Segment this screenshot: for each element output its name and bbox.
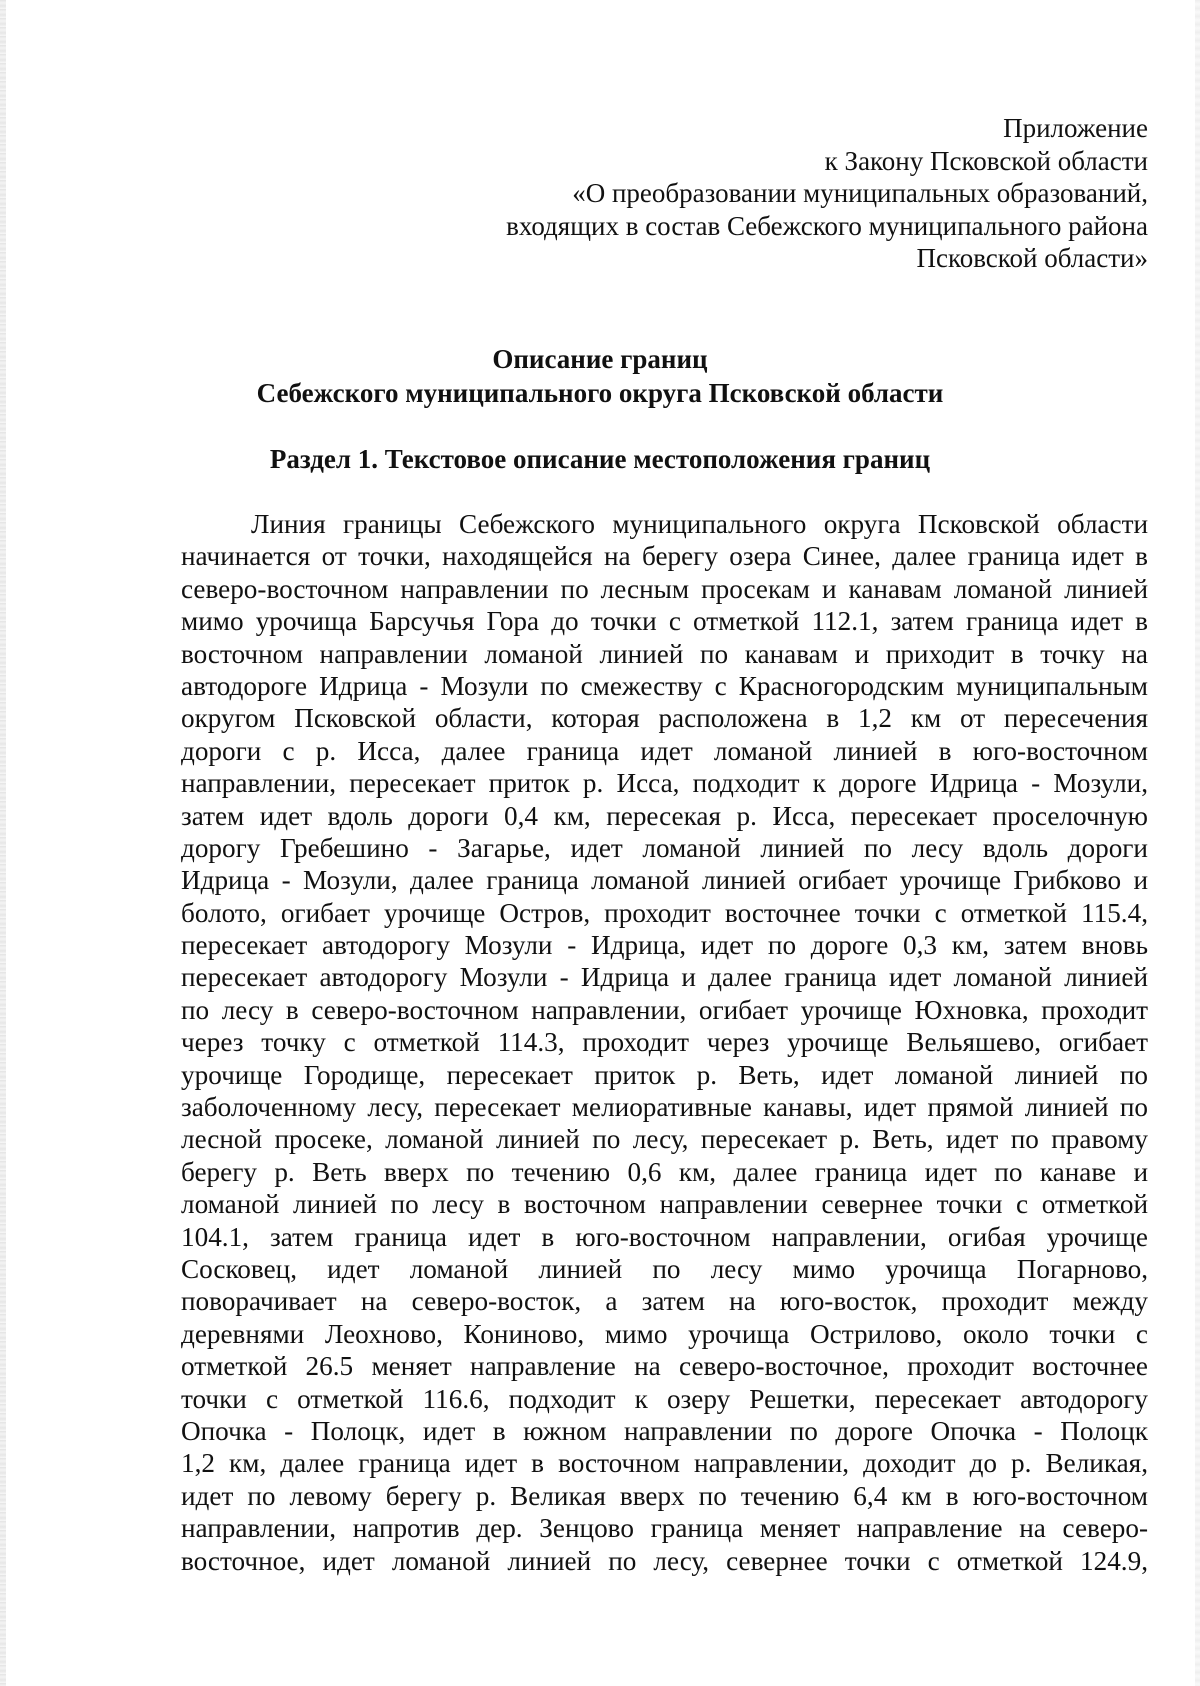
paragraph-line: дороги с р. Исса, далее граница идет ломаной линией в юго-восточном [181, 735, 1148, 766]
paragraph-line: восточном направлении ломаной линией по канавам и приходит в точку на [181, 638, 1148, 669]
paragraph-line: автодороге Идрица - Мозули по смежеству с Красногородским муниципальным [181, 670, 1148, 701]
paragraph-line: идет по левому берегу р. Великая вверх по течению 6,4 км в юго-восточном [181, 1480, 1148, 1511]
body-paragraph [181, 508, 1148, 1577]
document-title [0, 342, 1200, 410]
paragraph-line: затем идет вдоль дороги 0,4 км, пересекая р. Исса, пересекает проселочную [181, 800, 1148, 831]
paragraph-line: отметкой 26.5 меняет направление на северо-восточное, проходит восточнее [181, 1351, 1148, 1382]
paragraph-line: по лесу в северо-восточном направлении, огибает урочище Юхновка, проходит [181, 994, 1148, 1025]
paragraph-line: через точку с отметкой 114.3, проходит через урочище Вельяшево, огибает [181, 1027, 1148, 1058]
paragraph-line: лесной просеке, ломаной линией по лесу, пересекает р. Веть, идет по правому [181, 1124, 1148, 1155]
paragraph-line: поворачивает на северо-восток, а затем на юго-восток, проходит между [181, 1286, 1148, 1317]
paragraph-line: дорогу Гребешино - Загарье, идет ломаной линией по лесу вдоль дороги [181, 832, 1148, 863]
appendix-line: Приложение [1003, 113, 1148, 143]
paragraph-line: заболоченному лесу, пересекает мелиоративные канавы, идет прямой линией по [181, 1092, 1148, 1123]
paragraph-line: восточное, идет ломаной линией по лесу, севернее точки с отметкой 124.9, [181, 1545, 1148, 1576]
paragraph-line: берегу р. Веть вверх по течению 0,6 км, далее граница идет по канаве и [181, 1156, 1148, 1187]
paragraph-line: начинается от точки, находящейся на берегу озера Синее, далее граница идет в [181, 541, 1148, 572]
paragraph-line: точки с отметкой 116.6, подходит к озеру Решетки, пересекает автодорогу [181, 1383, 1148, 1414]
paragraph-line: 104.1, затем граница идет в юго-восточном направлении, огибая урочище [181, 1221, 1148, 1252]
paragraph-line: урочище Городище, пересекает приток р. Веть, идет ломаной линией по [181, 1059, 1148, 1090]
paragraph-line: Идрица - Мозули, далее граница ломаной линией огибает урочище Грибково и [181, 865, 1148, 896]
appendix-line: «О преобразовании муниципальных образований, [572, 178, 1148, 209]
paragraph-line: направлении, пересекает приток р. Исса, подходит к дороге Идрица - Мозули, [181, 768, 1148, 799]
scan-edge-right [1195, 0, 1200, 1686]
title-line: Себежского муниципального округа Псковской области [256, 378, 944, 408]
appendix-line: Псковской области» [916, 243, 1148, 274]
paragraph-line: северо-восточном направлении по лесным просекам и канавам ломаной линией [181, 573, 1148, 604]
paragraph-line: округом Псковской области, которая расположена в 1,2 км от пересечения [181, 703, 1148, 734]
paragraph-line: Линия границы Себежского муниципального округа Псковской области [251, 509, 1148, 539]
paragraph-line: деревнями Леохново, Кониново, мимо урочища Острилово, около точки с [181, 1318, 1148, 1349]
paragraph-line: мимо урочища Барсучья Гора до точки с отметкой 112.1, затем граница идет в [181, 606, 1148, 637]
appendix-line: входящих в состав Себежского муниципального района [506, 210, 1148, 241]
appendix-header [388, 112, 1148, 275]
paragraph-line: пересекает автодорогу Мозули - Идрица, идет по дороге 0,3 км, затем вновь [181, 930, 1148, 961]
scan-edge-left [0, 0, 6, 1686]
title-line: Описание границ [492, 344, 708, 374]
paragraph-line: Опочка - Полоцк, идет в южном направлении по дороге Опочка - Полоцк [181, 1415, 1148, 1446]
paragraph-line: болото, огибает урочище Остров, проходит восточнее точки с отметкой 115.4, [181, 897, 1148, 928]
paragraph-line: ломаной линией по лесу в восточном направлении севернее точки с отметкой [181, 1189, 1148, 1220]
paragraph-line: направлении, напротив дер. Зенцово граница меняет направление на северо- [181, 1513, 1148, 1544]
section-title: Раздел 1. Текстовое описание местоположения границ [269, 444, 931, 474]
paragraph-line: Сосковец, идет ломаной линией по лесу мимо урочища Погарново, [181, 1253, 1148, 1284]
paragraph-line: пересекает автодорогу Мозули - Идрица и далее граница идет ломаной линией [181, 962, 1148, 993]
appendix-line: к Закону Псковской области [824, 145, 1148, 176]
paragraph-line: 1,2 км, далее граница идет в восточном направлении, доходит до р. Великая, [181, 1448, 1148, 1479]
